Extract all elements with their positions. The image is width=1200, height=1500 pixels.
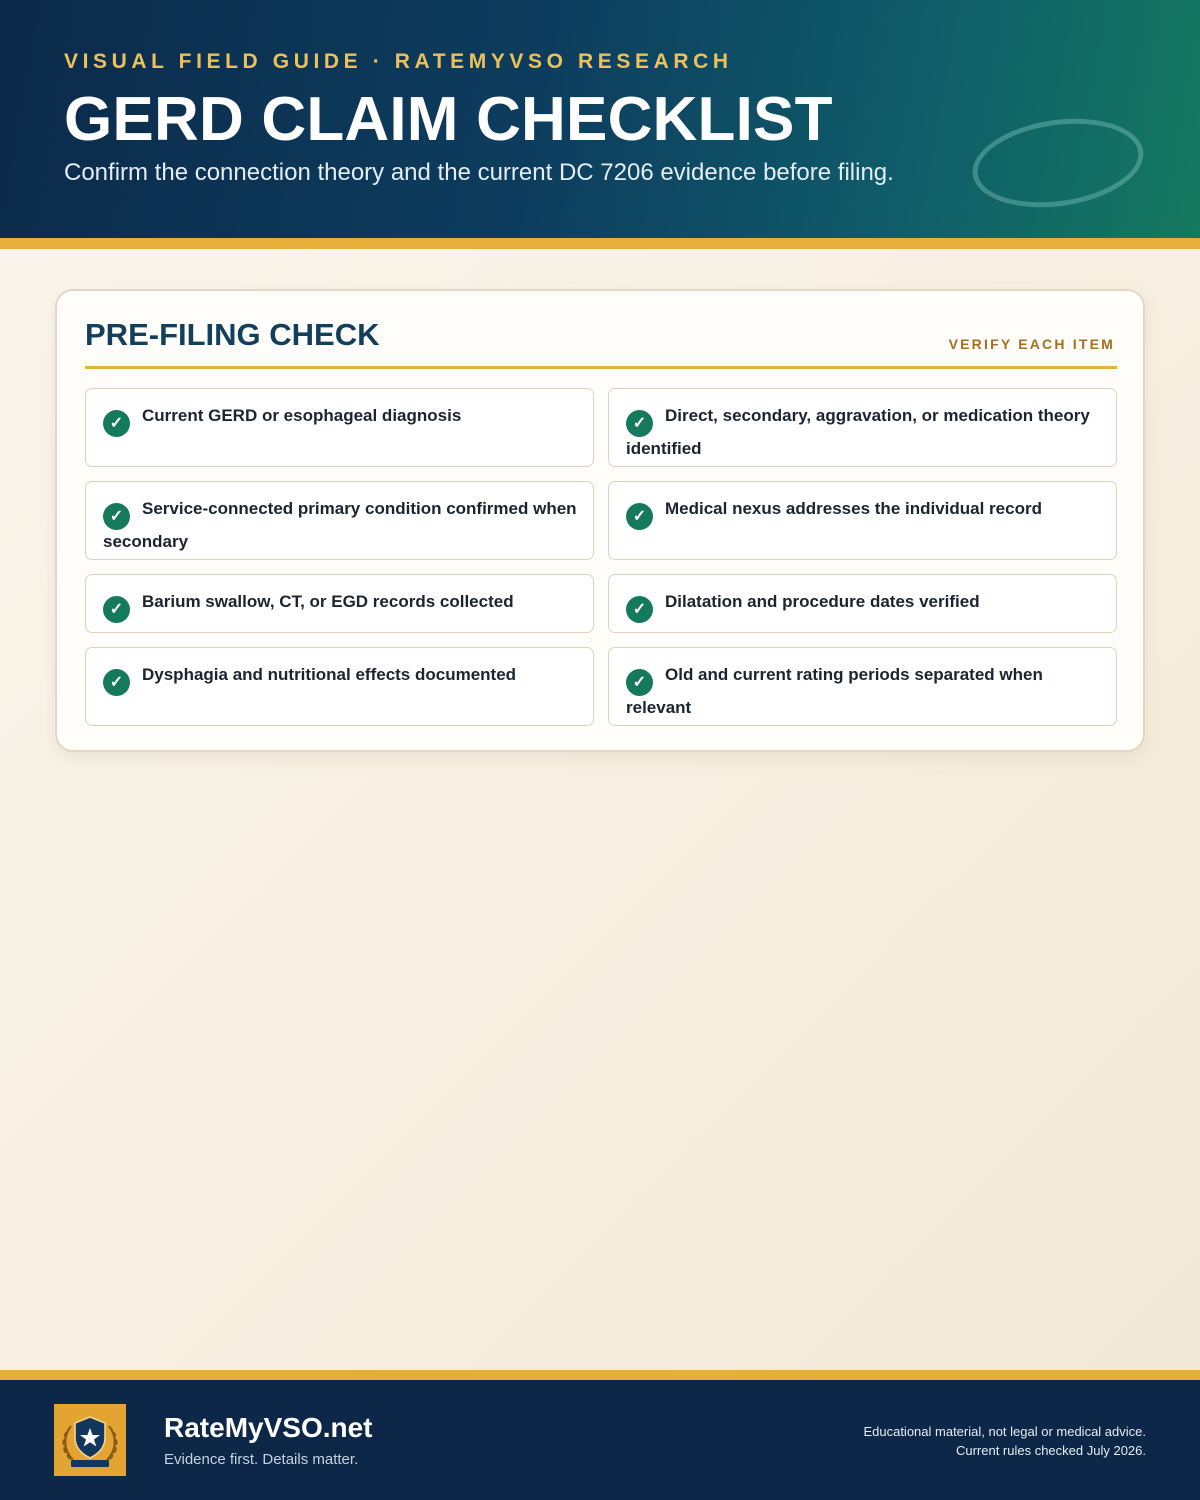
check-icon: ✓ xyxy=(103,410,130,437)
check-icon: ✓ xyxy=(103,669,130,696)
brand-tagline: Evidence first. Details matter. xyxy=(164,1451,359,1468)
check-icon: ✓ xyxy=(103,503,130,530)
checklist-item-text: Direct, secondary, aggravation, or medication theory identified xyxy=(626,406,1090,458)
checklist-item xyxy=(85,574,594,633)
card-tag: VERIFY EACH ITEM xyxy=(948,336,1115,352)
card-divider xyxy=(85,366,1117,369)
checklist-item-text: Dilatation and procedure dates verified xyxy=(665,592,980,611)
disclaimer-line: Current rules checked July 2026. xyxy=(955,1443,1146,1458)
check-icon: ✓ xyxy=(626,503,653,530)
decorative-ring xyxy=(967,108,1149,217)
checklist-item-text: Barium swallow, CT, or EGD records collected xyxy=(142,592,514,611)
page-title: GERD CLAIM CHECKLIST xyxy=(64,85,833,154)
page-subtitle: Confirm the connection theory and the current DC 7206 evidence before filing. xyxy=(64,159,894,186)
footer-divider xyxy=(0,1370,1200,1380)
checklist-item xyxy=(608,481,1117,560)
page-header xyxy=(0,0,1200,238)
pre-filing-card xyxy=(55,289,1145,752)
checklist-item-text: Current GERD or esophageal diagnosis xyxy=(142,406,462,425)
disclaimer-line: Educational material, not legal or medical advice. xyxy=(863,1424,1146,1439)
checklist-item xyxy=(608,574,1117,633)
logo-emblem-icon xyxy=(54,1404,126,1476)
brand-name: RateMyVSO.net xyxy=(164,1412,373,1443)
checklist-item xyxy=(85,388,594,467)
eyebrow-label: VISUAL FIELD GUIDE · RATEMYVSO RESEARCH xyxy=(64,50,733,73)
check-icon: ✓ xyxy=(626,410,653,437)
check-icon: ✓ xyxy=(626,596,653,623)
page-footer xyxy=(0,1380,1200,1500)
checklist-item-text: Old and current rating periods separated when relevant xyxy=(626,665,1043,717)
check-icon: ✓ xyxy=(626,669,653,696)
checklist-item-text: Medical nexus addresses the individual record xyxy=(665,499,1042,518)
checklist-item-text: Service-connected primary condition confirmed when secondary xyxy=(103,499,577,551)
checklist-item xyxy=(85,647,594,726)
check-icon: ✓ xyxy=(103,596,130,623)
card-title: PRE-FILING CHECK xyxy=(85,317,380,352)
checklist-item xyxy=(608,647,1117,726)
header-divider xyxy=(0,238,1200,249)
disclaimer xyxy=(863,1422,1146,1460)
checklist-item-text: Dysphagia and nutritional effects documented xyxy=(142,665,517,684)
ratemyvso-logo-icon xyxy=(54,1404,126,1476)
checklist-item xyxy=(608,388,1117,467)
checklist-item xyxy=(85,481,594,560)
